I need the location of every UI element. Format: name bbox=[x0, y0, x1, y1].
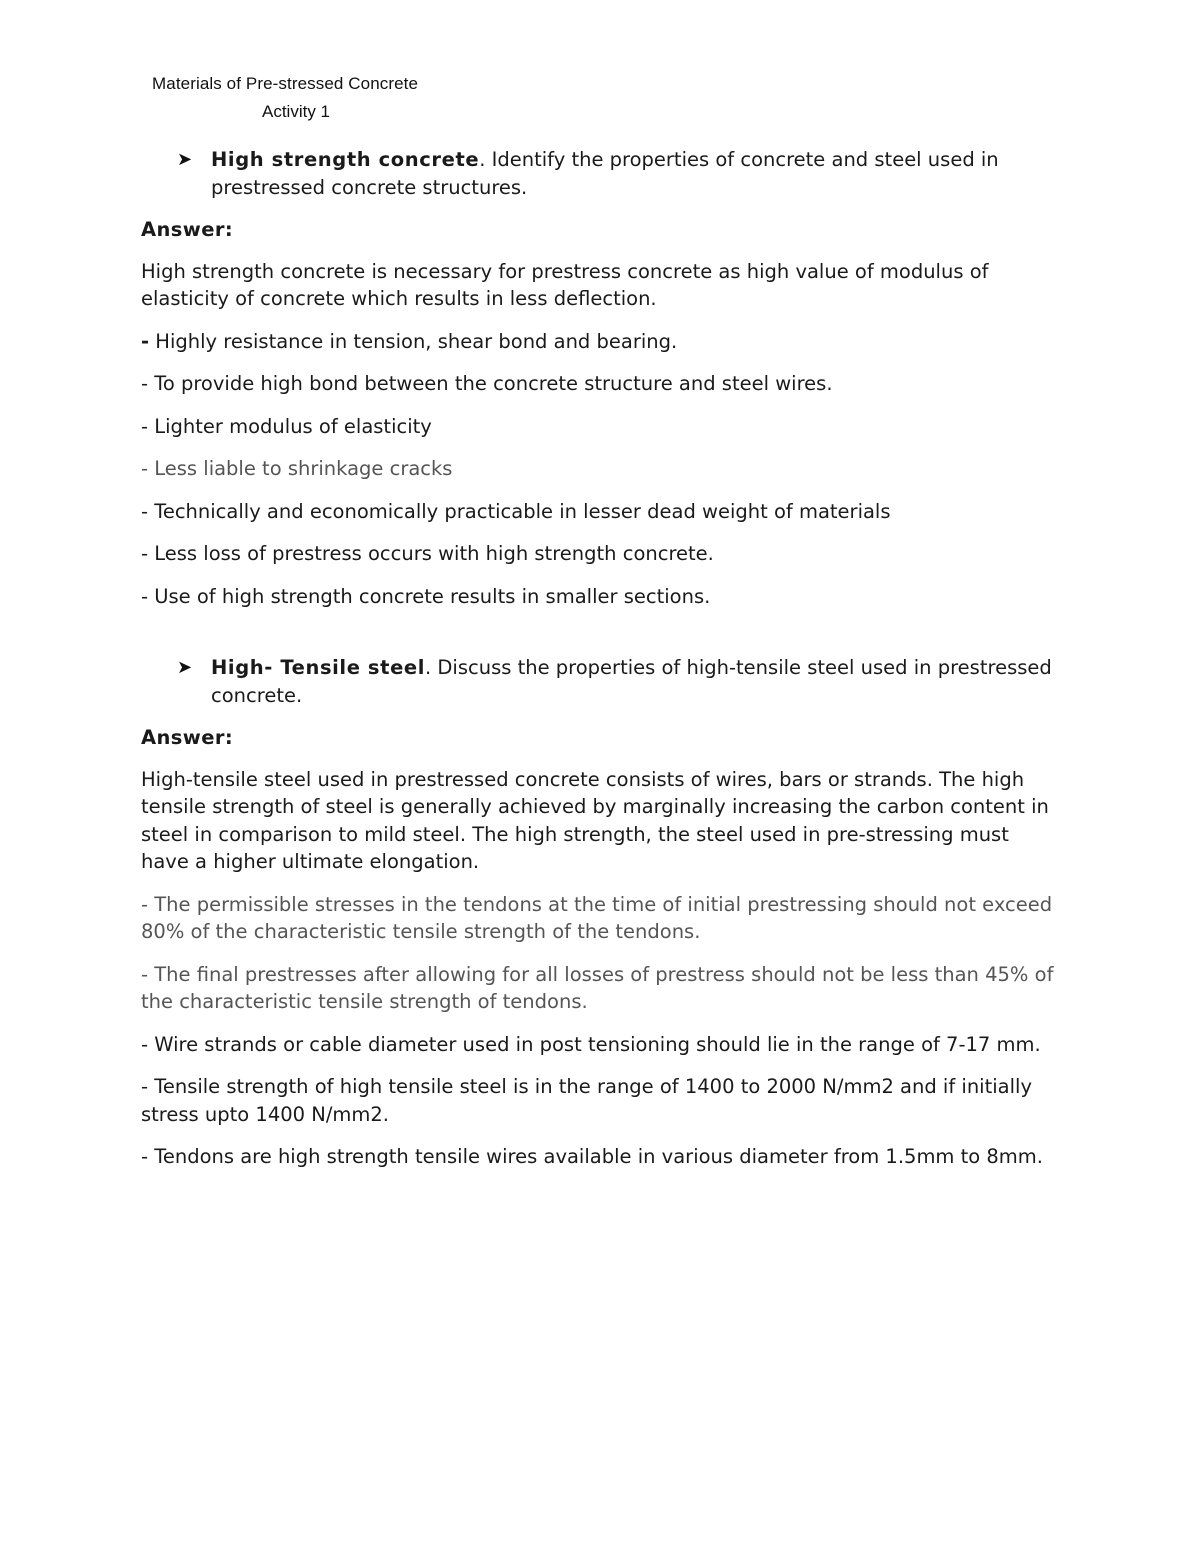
question-1 bbox=[141, 146, 1061, 201]
answer-1-intro: High strength concrete is necessary for prestress concrete as high value of modulus of elasticity of concrete which results in less deflection. bbox=[141, 259, 989, 310]
document-body bbox=[141, 146, 1061, 1171]
answer-2-item: - Tensile strength of high tensile steel is in the range of 1400 to 2000 N/mm2 and if initially stress upto 1400 N/mm2. bbox=[141, 1075, 1032, 1126]
answer-1-item-text: Highly resistance in tension, shear bond and bearing. bbox=[149, 329, 678, 353]
answer-2-item: - The final prestresses after allowing for all losses of prestress should not be less than 45% of the characteristic tensile strength of tendons. bbox=[141, 962, 1054, 1013]
answer-1-item: - Use of high strength concrete results in smaller sections. bbox=[141, 584, 711, 608]
dash-bullet: - bbox=[141, 329, 150, 353]
answer-1-item: - Lighter modulus of elasticity bbox=[141, 414, 432, 438]
arrow-bullet-icon: ➤ bbox=[177, 149, 193, 170]
question-2 bbox=[141, 654, 1061, 709]
question-2-text: . Discuss the properties of high-tensile steel used in prestressed concrete. bbox=[211, 656, 1052, 707]
arrow-bullet-icon: ➤ bbox=[177, 657, 193, 678]
answer-2-item: - Wire strands or cable diameter used in post tensioning should lie in the range of 7-17 mm. bbox=[141, 1032, 1041, 1056]
answer-2-label: Answer: bbox=[141, 726, 234, 749]
answer-2-intro: High-tensile steel used in prestressed concrete consists of wires, bars or strands. The high tensile strength of steel is generally achieved by marginally increasing the carbon content in steel in comparison to mild steel. The high strength, the steel used in pre-stressing must have a higher ultimate elongation. bbox=[141, 767, 1049, 873]
question-1-title: High strength concrete bbox=[211, 148, 480, 171]
document-title: Materials of Pre-stressed Concrete bbox=[152, 74, 419, 93]
question-2-title: High- Tensile steel bbox=[211, 656, 425, 679]
answer-1-item: - To provide high bond between the concrete structure and steel wires. bbox=[141, 372, 833, 395]
answer-1-item: - Less liable to shrinkage cracks bbox=[141, 457, 453, 480]
answer-2-item: - Tendons are high strength tensile wires available in various diameter from 1.5mm to 8mm. bbox=[141, 1145, 1043, 1168]
section-spacer bbox=[141, 610, 1061, 654]
answer-2-item: - The permissible stresses in the tendons at the time of initial prestressing should not exceed 80% of the characteristic tensile strength of the tendons. bbox=[141, 892, 1053, 943]
answer-1-item: - Technically and economically practicable in lesser dead weight of materials bbox=[141, 499, 891, 523]
answer-1-item bbox=[141, 328, 1061, 356]
document-subtitle: Activity 1 bbox=[262, 102, 331, 121]
answer-1-item: - Less loss of prestress occurs with high strength concrete. bbox=[141, 542, 714, 565]
question-1-text: . Identify the properties of concrete and steel used in prestressed concrete structures. bbox=[211, 148, 999, 199]
answer-1-label: Answer: bbox=[141, 218, 234, 241]
